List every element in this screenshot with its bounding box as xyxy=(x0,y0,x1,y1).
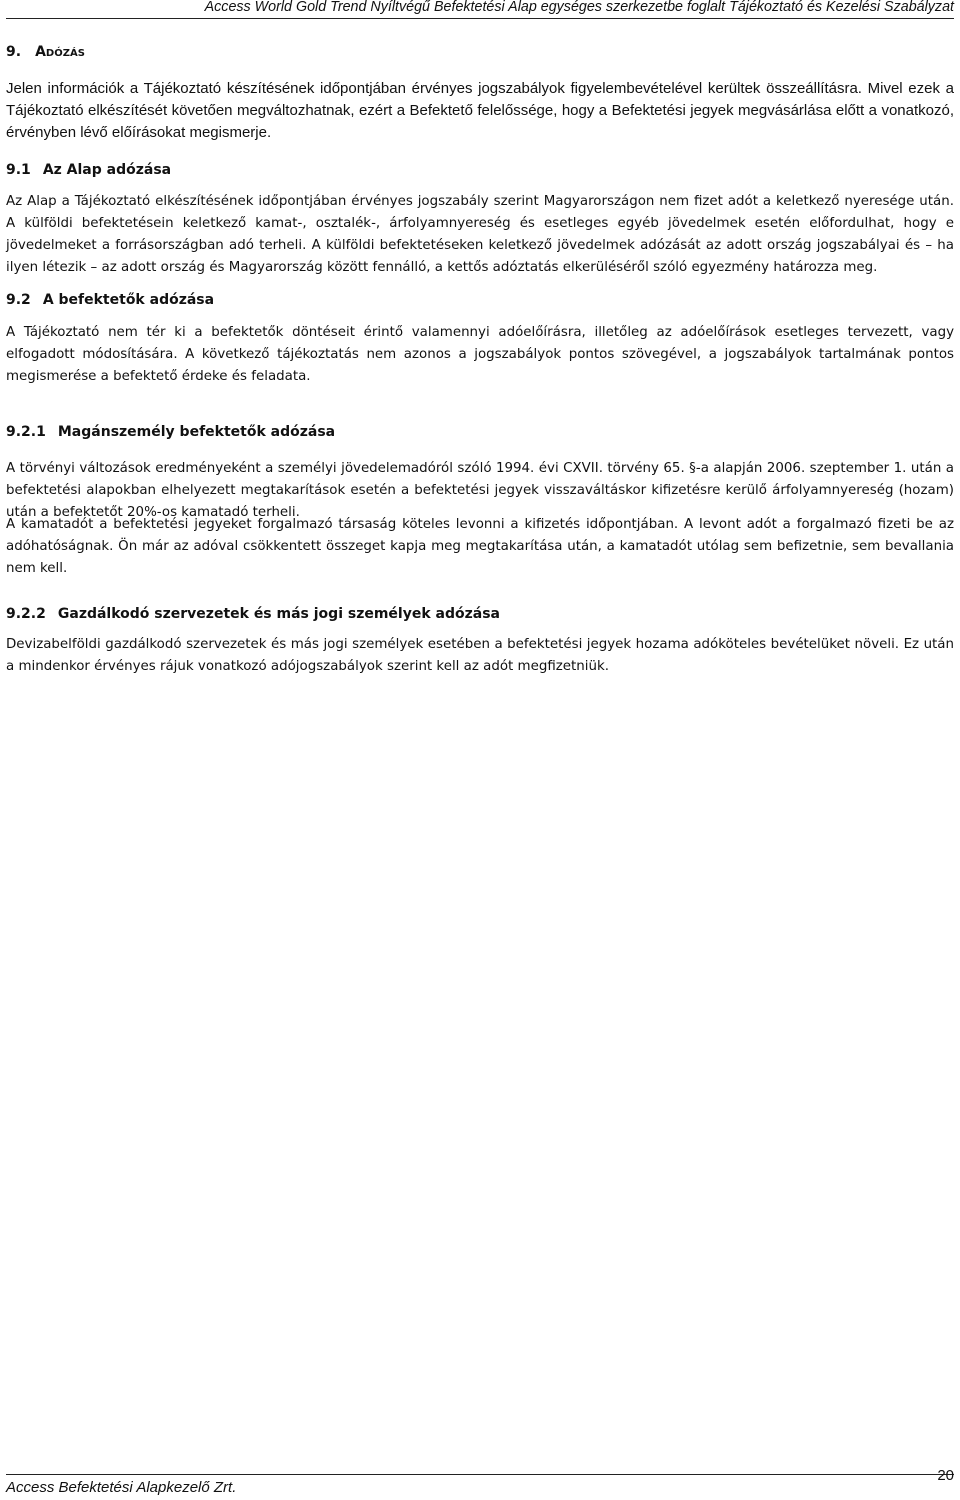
subsection-text-9-2-2: Devizabelföldi gazdálkodó szervezetek és más jogi személyek esetében a befektetési jegyek hozama adóköteles bevételüket növeli. Ez után a mindenkor érvényes rájuk vonatkozó adójogszabályok szerint kell az adót megfizetniük. xyxy=(6,637,954,674)
subsection-title: A befektetők adózása xyxy=(42,292,215,308)
footer-company: Access Befektetési Alapkezelő Zrt. xyxy=(6,1479,237,1496)
section-title: Adózás xyxy=(35,44,85,60)
subsection-heading-9-1 xyxy=(6,162,171,178)
subsection-heading-9-2-2 xyxy=(6,606,500,622)
subsection-text-9-2-1-b: A kamatadót a befektetési jegyeket forgalmazó társaság köteles levonni a kifizetés időpontjában. A levont adót a forgalmazó fizeti be az adóhatóságnak. Ön már az adóval csökkentett összeget kapja meg megtakarítása után, a kamatadót utólag sem befizetnie, sem bevallania nem kell. xyxy=(6,517,954,576)
section-intro: Jelen információk a Tájékoztató készítésének időpontjában érvényes jogszabályok figyelembevételével kerültek összeállításra. Mivel ezek a Tájékoztató elkészítését követően megváltozhatnak, ezért a Befektető felelőssége, hogy a Befektetési jegyek megvásárlása előtt a vonatkozó, érvényben lévő előírásokat megismerje. xyxy=(6,80,954,141)
subsection-title: Magánszemély befektetők adózása xyxy=(57,424,336,440)
subsection-heading-9-2 xyxy=(6,292,214,308)
page-number: 20 xyxy=(937,1467,954,1484)
subsection-number: 9.2 xyxy=(6,292,31,308)
subsection-title: Az Alap adózása xyxy=(42,162,172,178)
subsection-title: Gazdálkodó szervezetek és más jogi személyek adózása xyxy=(57,606,500,622)
page-footer xyxy=(6,1467,954,1497)
subsection-number: 9.2.2 xyxy=(6,606,46,622)
subsection-text-9-2-1: A törvényi változások eredményeként a személyi jövedelemadóról szóló 1994. évi CXVII. törvény 65. §-a alapján 2006. szeptember 1. után a befektetési alapokban elhelyezett megtakarítások esetén a befektetési jegyek visszaváltáskor kifizetésre kerülő árfolyamnyereség (hozam) után a befektetőt 20%-os kamatadó terheli. xyxy=(6,461,954,520)
subsection-heading-9-2-1 xyxy=(6,424,335,440)
section-number: 9. xyxy=(6,44,22,60)
subsection-number: 9.2.1 xyxy=(6,424,46,440)
section-heading xyxy=(6,44,85,60)
page-header xyxy=(6,0,954,19)
subsection-number: 9.1 xyxy=(6,162,31,178)
header-title: Access World Gold Trend Nyíltvégű Befektetési Alap egységes szerkezetbe foglalt Tájékoztató és Kezelési Szabályzat xyxy=(204,0,954,15)
subsection-text-9-1: Az Alap a Tájékoztató elkészítésének időpontjában érvényes jogszabály szerint Magyarországon nem fizet adót a keletkező nyeresége után. A külföldi befektetésein keletkező kamat-, osztalék-, árfolyamnyereség és esetleges egyéb jövedelmek esetén előfordulhat, hogy e jövedelmeket a forrásországban adó terheli. A külföldi befektetéseken keletkező jövedelmek adózását az adott ország jogszabályai és – ha ilyen létezik – az adott ország és Magyarország között fennálló, a kettős adóztatás elkerüléséről szóló egyezmény határozza meg. xyxy=(6,194,954,275)
subsection-text-9-2: A Tájékoztató nem tér ki a befektetők döntéseit érintő valamennyi adóelőírásra, illetőleg az adóelőírások esetleges tervezett, vagy elfogadott módosítására. A következő tájékoztatás nem azonos a jogszabályok pontos szövegével, a jogszabályok tartalmának pontos megismerése a befektető érdeke és feladata. xyxy=(6,325,954,384)
